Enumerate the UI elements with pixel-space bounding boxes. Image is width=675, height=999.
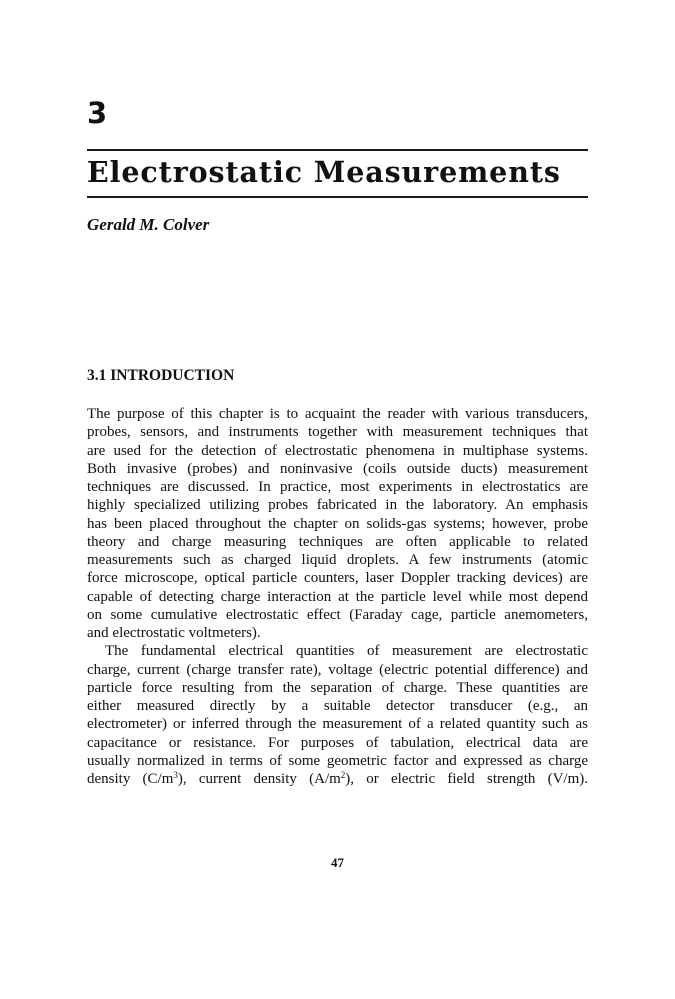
title-rule-top [87, 149, 588, 151]
text-fragment: ), or electric field strength (V/m). [345, 771, 588, 787]
text-line: charge, current (charge transfer rate), voltage (electric potential difference) and [87, 661, 588, 678]
chapter-number: 3 [87, 96, 108, 130]
superscript: 3 [173, 770, 178, 780]
text-line: theory and charge measuring techniques are often applicable to related [87, 533, 588, 550]
section-heading: 3.1 INTRODUCTION [87, 367, 235, 384]
text-line: Both invasive (probes) and noninvasive (coils outside ducts) measurement [87, 460, 588, 477]
text-line: capable of detecting charge interaction at the particle level while most depend [87, 588, 588, 605]
text-line: electrometer) or inferred through the measurement of a related quantity such as [87, 716, 588, 733]
text-fragment: density (C/m [87, 771, 174, 787]
text-line: The purpose of this chapter is to acquaint the reader with various transducers, [87, 406, 588, 422]
title-rule-bottom [87, 196, 588, 198]
text-line: either measured directly by a suitable detector transducer (e.g., an [87, 698, 588, 714]
text-line-with-units [87, 770, 588, 788]
text-line: has been placed throughout the chapter on solids-gas systems; however, probe [87, 515, 588, 532]
text-line: probes, sensors, and instruments together with measurement techniques that [87, 424, 588, 441]
text-line: particle force resulting from the separation of charge. These quantities are [87, 679, 588, 696]
text-line: usually normalized in terms of some geometric factor and expressed as charge [87, 752, 588, 769]
text-line: on some cumulative electrostatic effect (Faraday cage, particle anemometers, [87, 606, 588, 623]
page-number: 47 [331, 855, 344, 870]
body-text [87, 405, 588, 788]
paragraph-2 [87, 642, 588, 788]
paragraph-1 [87, 405, 588, 642]
text-fragment: ), current density (A/m [177, 771, 341, 787]
text-line: highly specialized utilizing probes fabricated in the laboratory. An emphasis [87, 497, 588, 514]
superscript: 2 [340, 770, 346, 780]
text-line: techniques are discussed. In practice, most experiments in electrostatics are [87, 479, 588, 495]
text-line: force microscope, optical particle counters, laser Doppler tracking devices) are [87, 570, 588, 587]
text-line: and electrostatic voltmeters). [87, 625, 261, 641]
author-name: Gerald M. Colver [87, 215, 210, 234]
text-line: measurements such as charged liquid droplets. A few instruments (atomic [87, 552, 588, 568]
text-line: The fundamental electrical quantities of measurement are electrostatic [105, 643, 588, 660]
chapter-title: Electrostatic Measurements [87, 155, 561, 189]
text-line: capacitance or resistance. For purposes of tabulation, electrical data are [87, 734, 588, 751]
text-line: are used for the detection of electrostatic phenomena in multiphase systems. [87, 442, 588, 459]
